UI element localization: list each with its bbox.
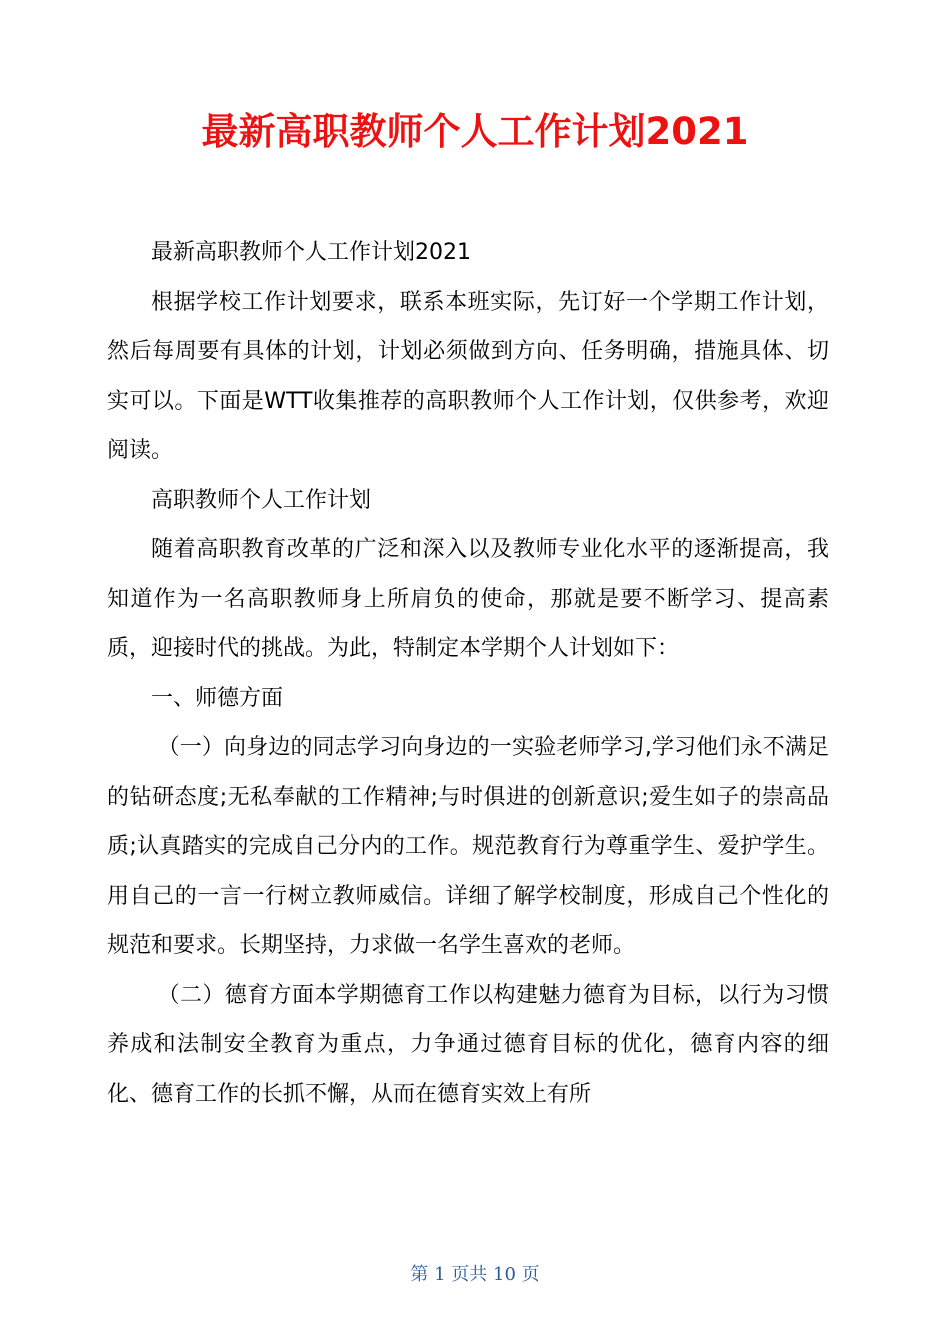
section-heading-ethics: 一、师德方面 (151, 685, 284, 711)
document-title: 最新高职教师个人工作计划2021 (201, 110, 749, 153)
document-body (107, 228, 829, 1119)
body-paragraph-item-1: （一）向身边的同志学习向身边的一实验老师学习,学习他们永不满足的钻研态度;无私奉献的工作精神;与时俱进的创新意识;爱生如子的崇高品质;认真踏实的完成自己分内的工作。规范教育行为尊重学生、爱护学生。用自己的一言一行树立教师威信。详细了解学校制度，形成自己个性化的规范和要求。长期坚持，力求做一名学生喜欢的老师。 (107, 735, 829, 958)
body-paragraph-background: 随着高职教育改革的广泛和深入以及教师专业化水平的逐渐提高，我知道作为一名高职教师身上所肩负的使命，那就是要不断学习、提高素质，迎接时代的挑战。为此，特制定本学期个人计划如下： (107, 537, 829, 661)
body-paragraph-heading: 最新高职教师个人工作计划2021 (151, 240, 471, 265)
body-paragraph-intro: 根据学校工作计划要求，联系本班实际，先订好一个学期工作计划，然后每周要有具体的计划，计划必须做到方向、任务明确，措施具体、切实可以。下面是WTT收集推荐的高职教师个人工作计划，仅供参考，欢迎阅读。 (107, 289, 829, 463)
body-paragraph-item-2: （二）德育方面本学期德育工作以构建魅力德育为目标，以行为习惯养成和法制安全教育为重点，力争通过德育目标的优化，德育内容的细化、德育工作的长抓不懈，从而在德育实效上有所 (107, 982, 829, 1107)
body-paragraph-subtitle: 高职教师个人工作计划 (151, 487, 372, 513)
page-number-footer: 第 1 页共 10 页 (410, 1264, 540, 1285)
